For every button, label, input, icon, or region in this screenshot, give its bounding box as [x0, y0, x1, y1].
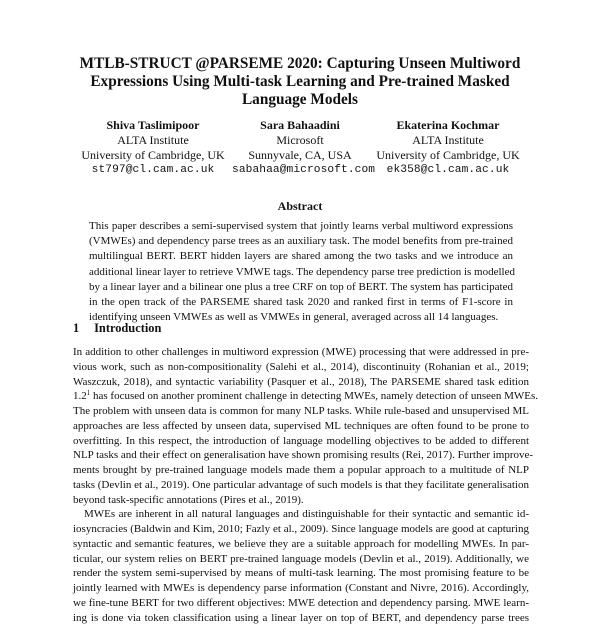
author-location: Sunnyvale, CA, USA: [232, 148, 368, 163]
body-line-text: has focused on another prominent challenge in detecting MWEs, namely detection of unseen MWEs.: [93, 390, 538, 402]
body-line: beyond task-specific annotations (Pires et al., 2019).: [73, 493, 529, 508]
body-line: tasks (Devlin et al., 2019). One particular advantage of such models is that they facilitate generalisation: [73, 478, 529, 493]
body-line: iosyncracies (Baldwin and Kim, 2010; Fazly et al., 2009). Since language models are good at capturing: [73, 522, 529, 537]
body-line: Waszczuk, 2018), and syntactic variability (Pasquer et al., 2018), The PARSEME shared task edition: [73, 375, 529, 390]
author-affiliation: Microsoft: [232, 133, 368, 148]
body-line: ing is done via token classification using a linear layer on top of BERT, and dependency parse trees: [73, 611, 529, 625]
abstract-line: multilingual BERT. BERT hidden layers are shared among the two tasks and we introduce an: [89, 249, 513, 264]
body-text: [73, 345, 529, 625]
body-line: ticular, our system relies on BERT pre-trained language models (Devlin et al., 2019). Additionally, we: [73, 552, 529, 567]
abstract-line: This paper describes a semi-supervised system that jointly learns verbal multiword expressions: [89, 219, 513, 234]
author-email: sabahaa@microsoft.com: [232, 163, 368, 178]
author-2: [232, 118, 368, 178]
author-3: [364, 118, 532, 178]
abstract-line: identifying unseen VMWEs as well as VMWEs in general, averaged across all 14 languages.: [89, 310, 513, 325]
section-number: 1: [73, 321, 91, 336]
body-line: overfitting. In this respect, the introduction of language modelling objectives to be added to different: [73, 434, 529, 449]
body-line: render the system semi-supervised by means of multi-task learning. The most promising feature to be: [73, 566, 529, 581]
title-line: Expressions Using Multi-task Learning and Pre-trained Masked: [70, 73, 530, 91]
body-line: jointly learned with MWEs is dependency parse information (Constant and Nivre, 2016). Accordingly,: [73, 581, 529, 596]
title-line: Language Models: [70, 91, 530, 109]
body-line: [73, 389, 529, 404]
author-email: st797@cl.cam.ac.uk: [73, 163, 233, 178]
author-email: ek358@cl.cam.ac.uk: [364, 163, 532, 178]
abstract-heading: Abstract: [0, 199, 600, 214]
abstract-line: by a linear layer and a bilinear one plus a tree CRF on top of BERT. The system has participated: [89, 280, 513, 295]
author-block: [0, 118, 600, 178]
body-line: we fine-tune BERT for two different objectives: MWE detection and dependency parsing. MWE learn-: [73, 596, 529, 611]
body-line: approaches are less affected by unseen data, supervised ML techniques are often found to be prone to: [73, 419, 529, 434]
author-affiliation: ALTA Institute: [73, 133, 233, 148]
paper-title: [70, 55, 530, 109]
body-line: vious work, such as non-compositionality (Salehi et al., 2014), discontinuity (Rohanian et al., 2019;: [73, 360, 529, 375]
abstract-line: in the open track of the PARSEME shared task 2020 and ranked first in terms of F1-score in: [89, 295, 513, 310]
author-affiliation: ALTA Institute: [364, 133, 532, 148]
author-name: Sara Bahaadini: [232, 118, 368, 133]
section-heading: [73, 321, 161, 336]
abstract-line: (VMWEs) and dependency parse trees as an auxiliary task. The model benefits from pre-trained: [89, 234, 513, 249]
author-1: [73, 118, 233, 178]
author-location: University of Cambridge, UK: [364, 148, 532, 163]
title-line: MTLB-STRUCT @PARSEME 2020: Capturing Unseen Multiword: [70, 55, 530, 73]
edition-label: 1.2: [73, 390, 87, 402]
author-location: University of Cambridge, UK: [73, 148, 233, 163]
body-line: MWEs are inherent in all natural languages and distinguishable for their syntactic and semantic id-: [73, 507, 529, 522]
body-line: In addition to other challenges in multiword expression (MWE) processing that were addressed in pre-: [73, 345, 529, 360]
body-line: The problem with unseen data is common for many NLP tasks. While rule-based and unsupervised ML: [73, 404, 529, 419]
abstract-text: [89, 219, 513, 325]
body-line: syntactic and semantic features, we believe they are a suitable approach for modelling MWEs. In par-: [73, 537, 529, 552]
footnote-marker[interactable]: 1: [87, 389, 91, 397]
abstract-line: additional linear layer to retrieve VMWE tags. The dependency parse tree prediction is modelled: [89, 265, 513, 280]
author-name: Ekaterina Kochmar: [364, 118, 532, 133]
body-line: NLP tasks and their effect on generalisation have shown promising results (Rei, 2017). Further improve-: [73, 448, 529, 463]
author-name: Shiva Taslimipoor: [73, 118, 233, 133]
section-title: Introduction: [94, 321, 161, 335]
body-line: ments brought by pre-trained language models made them a popular approach to a multitude of NLP: [73, 463, 529, 478]
